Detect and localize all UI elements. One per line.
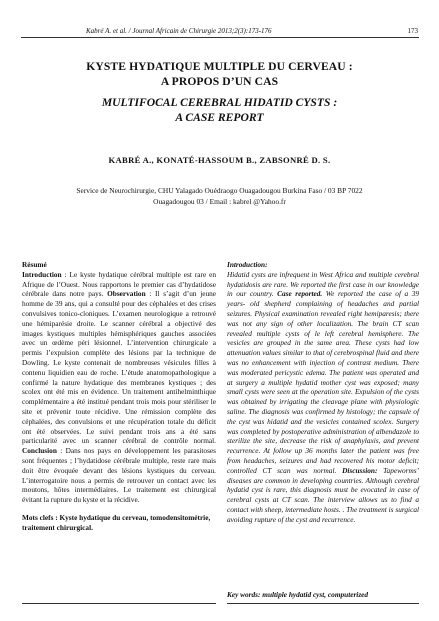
header-rule bbox=[21, 37, 419, 38]
resume-keywords-text: : Kyste hydatique du cerveau, tomodensitométrie, traitement chirurgical. bbox=[22, 512, 211, 532]
resume-observation-text: : Il s’agit d’un jeune homme de 39 ans, qui a consulté pour des céphalées et des crises convulsives tonico-cloniques. L’examen neurologique a retrouvé une hémiparésie droite. Le scanner cérébral a objectivé des images kystiques multiples hémisphériques gauches associées avec un œdème péri lésionnel. L’intervention chirurgicale a permis l’expulsion complète des lésions par la technique de Dowling. Le kyste contenait de nombreuses vésicules filles à contenu liquidien eau de roche. L’étude anatomopathologique a confirmé la nature hydatique des membranes kystiques ; des scolex ont été mis en évidence. Un traitement antihelminthique complémentaire a été institué pendant trois mois pour stériliser le site et prévenir toute récidive. Une rémission complète des céphalées, des convulsions et une récupération totale du déficit ont été observées. Le suivi pendant trois ans a été sans particularité avec un scanner cérébral de contrôle normal. bbox=[22, 289, 217, 446]
resume-column bbox=[22, 260, 216, 532]
abstract-intro-text: Hidatid cysts are infrequent in West Africa and multiple cerebral hydatidosis are rare. We reported the first case in our knowledge in our country. bbox=[227, 269, 419, 299]
affiliation bbox=[30, 186, 409, 207]
title-english bbox=[0, 96, 439, 125]
resume-conclusion-label: Conclusion bbox=[22, 446, 57, 456]
resume-intro-text: : Le kyste hydatique cérébral multiple est rare en Afrique de l’Ouest. Nous rapportons le premier cas d’hydatidose cérébrale dans notre pays. bbox=[22, 269, 216, 299]
keywords-rule-right bbox=[227, 603, 419, 604]
abstract-discussion-label: Discussion: bbox=[342, 465, 378, 475]
abstract-case-label: Case reported. bbox=[277, 289, 323, 299]
resume-conclusion-text: : Dans nos pays en développement les parasitoses sont fréquentes ; l’hydatidose cérébrale multiple, reste rare mais doit être évoquée devant des lésions kystiques du cerveau. L’interrogatoire nous a permis de retrouver un contact avec les moutons, hôtes intermédiaires. Le traitement est chirurgical évitant la rupture du kyste et la récidive. bbox=[22, 446, 216, 505]
abstract-discussion-text: Tapeworms’ diseases are common in developing countries. Although cerebral hydatid cyst is rare, this diagnosis must be evocated in case of cerebral cysts at CT scan. The interview allows us to find a contact with sheep, intermediate hosts. . The treatment is surgical avoiding rupture of the cyst and recurrence. bbox=[227, 465, 419, 524]
resume-heading: Résumé bbox=[22, 260, 47, 269]
abstract-column bbox=[227, 260, 419, 525]
title-french-line2: A PROPOS D’UN CAS bbox=[160, 74, 279, 88]
resume-observation-label: Observation bbox=[107, 289, 146, 299]
page-number: 173 bbox=[407, 27, 418, 35]
title-english-line2: A CASE REPORT bbox=[175, 110, 264, 124]
keywords-rule-left bbox=[22, 603, 216, 604]
affiliation-line1: Service de Neurochirurgie, CHU Yalagado Ouédraogo Ouagadougou Burkina Faso / 03 BP 7022 bbox=[76, 186, 363, 195]
running-head: Kabré A. et al. / Journal Africain de Chirurgie 2013;2(3):173-176 bbox=[86, 27, 272, 35]
abstract-intro-heading: Introduction: bbox=[227, 260, 268, 269]
abstract-case-text: We reported the case of a 39 years- old shepherd complaining of headaches and partial seizures. Physical examination revealed right hemiparesis; there was not any sign of other localization. The brain CT scan revealed multiple cysts of le left cerebral hemisphere. The vesicles are grouped in the same area. These cysts had low attenuation values similar to that of cerebrospinal fluid and there was no enhancement with injection of contrast medium. There was moderated pericystic edema. The patient was operated and at surgery a multiple hydatid mother cyst was exposed; many small cysts were seen at the operation site. Expulsion of the cysts was obtained by irrigating the cleavage plane with physiologic saline. The diagnosis was confirmed by histology; the capsule of the cyst was hidatid and the vesicles contained scolex. Surgery was completed by postoperative administration of albendazole to sterilize the site, decrease the risk of anaphylaxis, and prevent recurrence. At follow up 36 months later the patient was free from headaches, seizures and had recovered his motor deficit; controlled CT scan was normal. bbox=[227, 289, 420, 475]
title-english-line1: MULTIFOCAL CEREBRAL HIDATID CYSTS : bbox=[101, 96, 338, 109]
abstract-keywords: Key words: multiple hydatid cyst, computerized bbox=[227, 590, 369, 599]
abstract-body bbox=[227, 270, 419, 525]
authors: KABRÉ A., KONATÉ-HASSOUM B., ZABSONRÉ D. S. bbox=[108, 155, 331, 165]
title-french bbox=[0, 60, 439, 89]
title-french-line1: KYSTE HYDATIQUE MULTIPLE DU CERVEAU : bbox=[86, 60, 353, 73]
affiliation-line2: Ouagadougou 03 / Email : kabrel @Yahoo.fr bbox=[153, 196, 286, 206]
resume-keywords bbox=[22, 513, 216, 532]
resume-keywords-label: Mots clefs bbox=[22, 512, 54, 522]
resume-body bbox=[22, 270, 216, 505]
resume-intro-label: Introduction bbox=[22, 269, 62, 279]
